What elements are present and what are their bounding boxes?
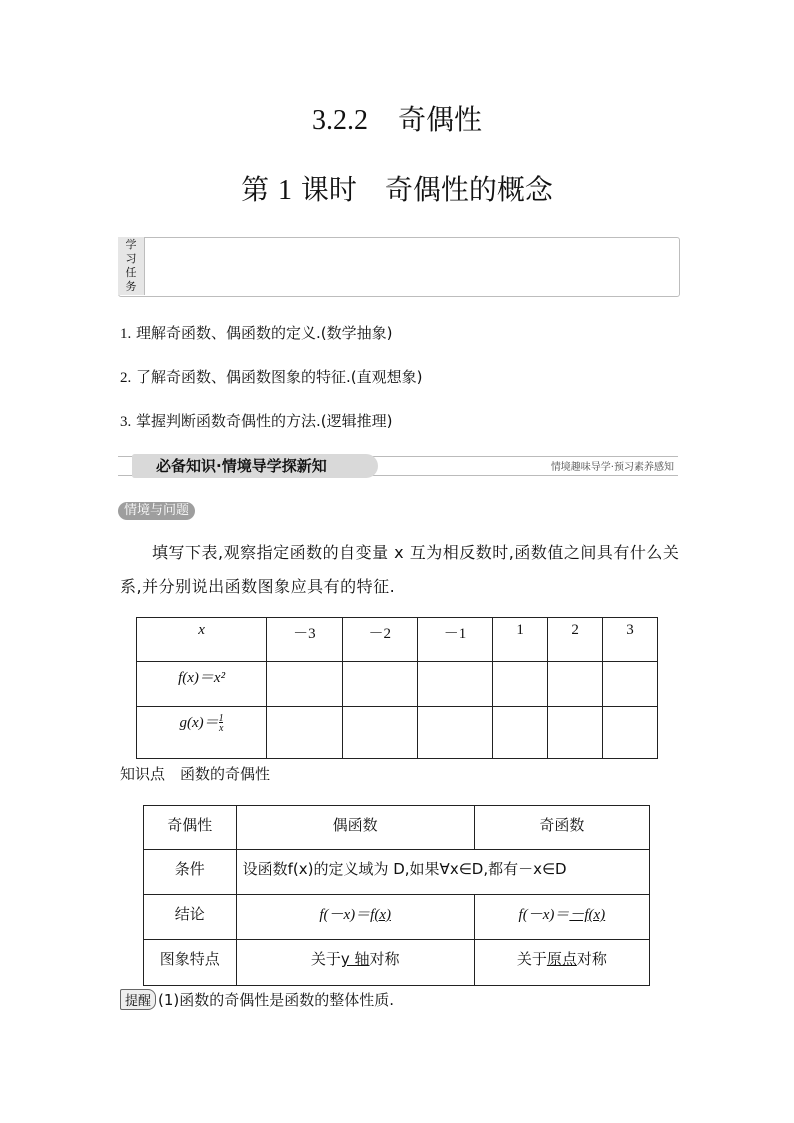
table-row: f(x)＝x² [137,662,658,707]
goal-item-3: 3. 掌握判断函数奇偶性的方法.(逻辑推理) [120,412,393,430]
banner-subtitle: 情境趣味导学·预习素养感知 [550,462,674,473]
knowledge-point-heading: 知识点 函数的奇偶性 [120,765,271,783]
lesson-title: 第 1 课时 奇偶性的概念 [241,173,553,206]
section-banner [118,452,678,478]
section-number: 3.2.2 [311,105,368,136]
tip-line [120,989,394,1010]
section-topic: 奇偶性 [397,103,482,136]
value-table [136,617,658,759]
table-row: 图象特点 关于y 轴对称 关于原点对称 [144,940,650,986]
table-row: 条件 设函数f(x)的定义域为 D,如果∀x∈D,都有－x∈D [144,850,650,895]
tip-badge: 提醒 [120,989,156,1010]
learning-task-box [118,237,680,297]
banner-title: 必备知识·情境导学探新知 [132,454,378,478]
learning-task-label: 学 习 任 务 [118,237,145,295]
table-row: x －3 －2 －1 1 2 3 [137,618,658,662]
goal-item-1: 1. 理解奇函数、偶函数的定义.(数学抽象) [120,324,393,342]
scenario-tag: 情境与问题 [118,502,195,520]
scenario-paragraph: 填写下表,观察指定函数的自变量 x 互为相反数时,函数值之间具有什么关系,并分别说出函数图象应具有的特征. [120,543,680,596]
table-row: 结论 f(－x)＝f(x) f(－x)＝－f(x) [144,895,650,940]
section-title [0,98,794,138]
table-row: $g(x)=\frac{1}{x}$ [137,707,658,759]
parity-table [143,805,650,986]
goal-item-2: 2. 了解奇函数、偶函数图象的特征.(直观想象) [120,368,423,386]
tip-text: (1)函数的奇偶性是函数的整体性质. [158,991,395,1009]
table-row: 奇偶性 偶函数 奇函数 [144,806,650,850]
